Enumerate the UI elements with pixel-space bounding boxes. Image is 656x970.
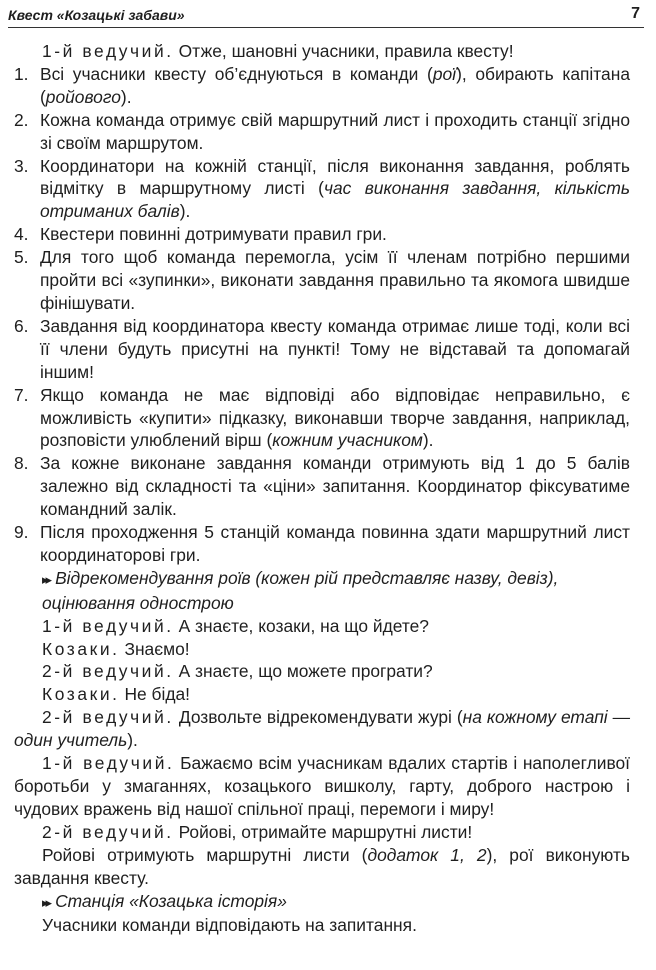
list-item-number: 5. (14, 247, 29, 268)
list-item-text: Якщо команда не має відповіді або відповідає неправильно, є можливість «купити» підказку, виконавши творче завдання, наприклад, розповісти улюблений вірш (кожним учасником). (40, 384, 630, 451)
page-content (14, 40, 630, 937)
list-item-number: 4. (14, 224, 29, 245)
section-title: Станція «Козацька історія» (55, 890, 287, 911)
dialogue-line: 2-й ведучий. Ройові, отримайте маршрутні листи! (42, 821, 473, 842)
dialogue-line: 1-й ведучий. А знаєте, козаки, на що йдете? (42, 615, 429, 636)
list-item-text: Всі учасники квесту об’єднуються в команди (рої), обирають капітана (ройового). (40, 63, 630, 107)
list-item-number: 2. (14, 109, 29, 130)
list-item-number: 6. (14, 315, 29, 336)
double-arrow-icon: ▸▸ (42, 571, 50, 587)
dialogue-line: 2-й ведучий. Дозвольте відрекомендувати журі (на кожному етапі — один учитель). (14, 707, 630, 751)
list-item-number: 1. (14, 63, 29, 84)
intro-text: Отже, шановні учасники, правила квесту! (178, 41, 514, 61)
running-header (8, 3, 644, 28)
list-item (14, 315, 630, 384)
list-item (14, 109, 630, 155)
section-title: Відрекомендування роїв (кожен рій представляє назву, девіз), оцінювання однострою (42, 567, 559, 613)
dialogue-line: Козаки. Знаємо! (42, 638, 190, 659)
list-item (14, 63, 630, 109)
page-number: 7 (631, 5, 640, 22)
narration-paragraph: Ройові отримують маршрутні листи (додаток 1, 2), рої виконують завдання квесту. (14, 844, 630, 888)
dialogue-line: 1-й ведучий. Бажаємо всім учасникам вдалих стартів і наполегливої боротьби у змаганнях, козацького вишколу, гарту, доброго настрою і чудових вражень від нашої спільної праці, перемоги і миру! (14, 753, 630, 819)
double-arrow-icon: ▸▸ (42, 894, 50, 910)
list-item (14, 223, 630, 246)
list-item-number: 3. (14, 155, 29, 176)
list-item (14, 155, 630, 224)
list-item-number: 7. (14, 384, 29, 405)
dialogue-line: 2-й ведучий. А знаєте, що можете програти? (42, 661, 433, 682)
header-title: Квест «Козацькі забави» (8, 7, 185, 23)
list-item-text: Для того щоб команда перемогла, усім її членам потрібно першими пройти всі «зупинки», виконати завдання правильно та якомога швидше фінішувати. (40, 247, 630, 313)
list-item (14, 452, 630, 521)
final-paragraph: Учасники команди відповідають на запитання. (42, 915, 417, 936)
list-item-number: 9. (14, 522, 29, 543)
list-item-text: Завдання від координатора квесту команда отримає лише тоді, коли всі її члени будуть присутні на пункті! Тому не відставай та допомагай іншим! (40, 315, 630, 382)
list-item-text: Квестери повинні дотримувати правил гри. (40, 224, 387, 245)
list-item-text: За кожне виконане завдання команди отримують від 1 до 5 балів залежно від складності та «ціни» запитання. Координатор фіксуватиме командний залік. (40, 453, 630, 520)
section-heading-station (14, 890, 630, 915)
dialogue-line: Козаки. Не біда! (42, 684, 190, 705)
list-item (14, 384, 630, 453)
list-item-text: Кожна команда отримує свій маршрутний лист і проходить станції згідно зі своїм маршрутом. (40, 109, 630, 153)
intro-paragraph (14, 40, 630, 63)
rules-list (14, 63, 630, 567)
list-item (14, 246, 630, 315)
speaker-host1: 1-й ведучий. (42, 41, 174, 61)
list-item (14, 521, 630, 567)
list-item-text: Координатори на кожній станції, після виконання завдання, роблять відмітку в маршрутному листі (час виконання завдання, кількість отриманих балів). (40, 155, 630, 222)
list-item-text: Після проходження 5 станцій команда повинна здати маршрутний лист координаторові гри. (40, 522, 630, 565)
section-heading-presentation (14, 567, 630, 615)
list-item-number: 8. (14, 453, 29, 474)
